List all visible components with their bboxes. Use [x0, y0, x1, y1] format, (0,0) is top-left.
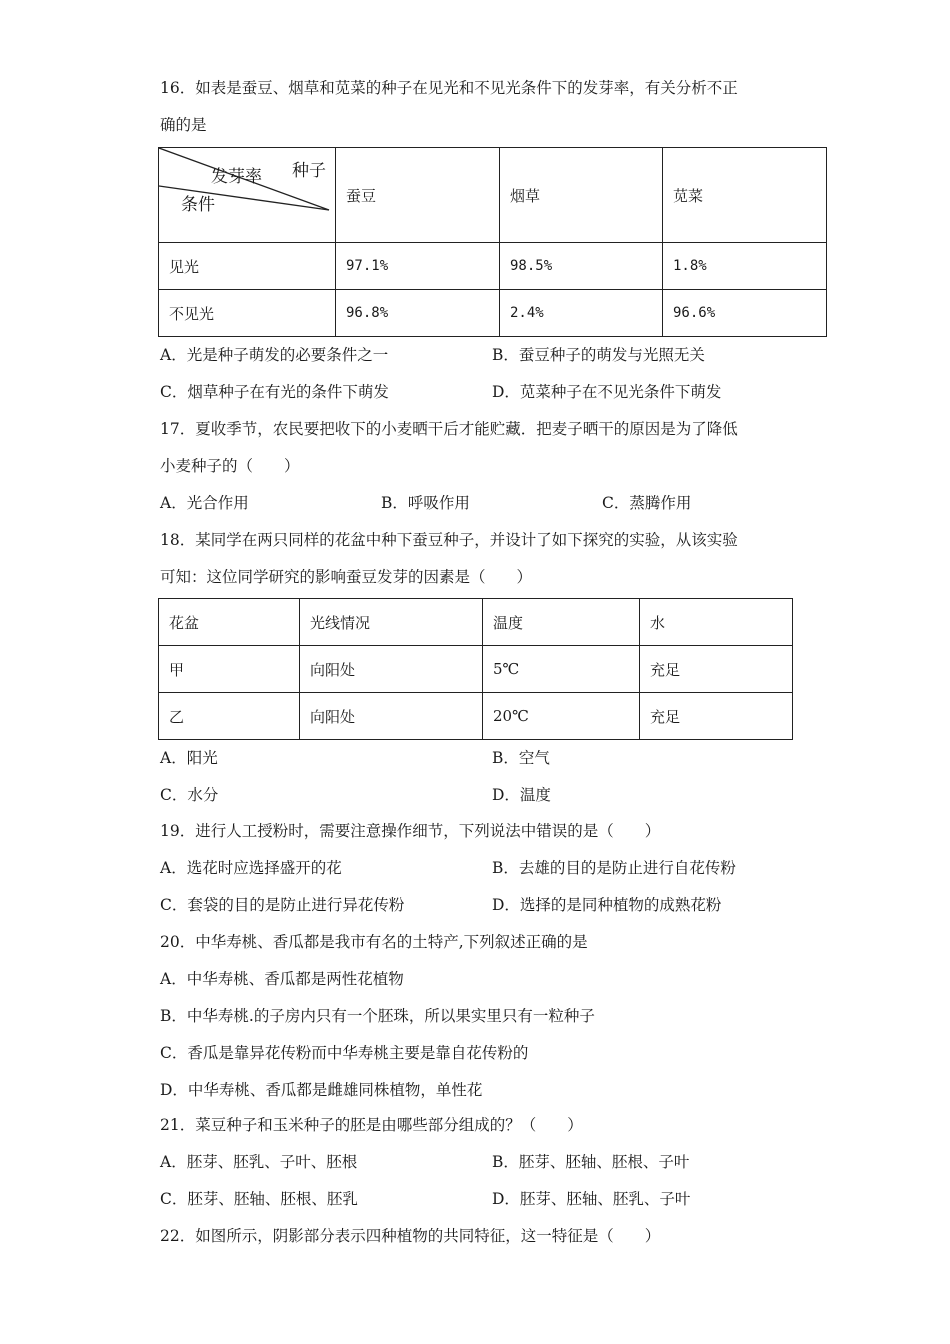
q16-header-tobacco: 烟草 — [500, 148, 663, 243]
q16-option-d: D．苋菜种子在不见光条件下萌发 — [492, 383, 722, 401]
q17-stem-line2: 小麦种子的（ ） — [160, 457, 300, 475]
q18-cell: 向阳处 — [300, 646, 483, 693]
q20-option-c: C．香瓜是靠异花传粉而中华寿桃主要是靠自花传粉的 — [160, 1044, 529, 1062]
q18-stem-line1: 18．某同学在两只同样的花盆中种下蚕豆种子，并设计了如下探究的实验，从该实验 — [160, 531, 738, 549]
q21-option-a: A．胚芽、胚乳、子叶、胚根 — [160, 1153, 358, 1171]
q18-option-b: B．空气 — [492, 749, 550, 767]
q18-cell: 向阳处 — [300, 693, 483, 740]
q18-stem-line2: 可知：这位同学研究的影响蚕豆发芽的因素是（ ） — [160, 568, 533, 586]
q16-row-dark-label: 不见光 — [159, 290, 336, 337]
q17-option-c: C．蒸腾作用 — [602, 494, 692, 512]
q18-cell: 乙 — [159, 693, 300, 740]
q16-diag-label-condition: 条件 — [181, 195, 215, 215]
q18-cell: 甲 — [159, 646, 300, 693]
q16-germination-table — [158, 147, 827, 337]
q16-cell: 97.1% — [336, 243, 500, 290]
q18-header: 花盆 — [159, 599, 300, 646]
q19-option-d: D．选择的是同种植物的成熟花粉 — [492, 896, 722, 914]
q16-cell: 2.4% — [500, 290, 663, 337]
q20-option-d: D．中华寿桃、香瓜都是雌雄同株植物，单性花 — [160, 1081, 483, 1099]
q19-option-b: B．去雄的目的是防止进行自花传粉 — [492, 859, 736, 877]
q19-option-a: A．选花时应选择盛开的花 — [160, 859, 342, 877]
q18-option-d: D．温度 — [492, 786, 551, 804]
q20-option-a: A．中华寿桃、香瓜都是两性花植物 — [160, 970, 404, 988]
q16-option-b: B．蚕豆种子的萌发与光照无关 — [492, 346, 705, 364]
q16-cell: 96.6% — [663, 290, 827, 337]
q16-cell: 1.8% — [663, 243, 827, 290]
q21-stem: 21．菜豆种子和玉米种子的胚是由哪些部分组成的？（ ） — [160, 1116, 583, 1134]
q17-option-b: B．呼吸作用 — [381, 494, 470, 512]
q21-option-c: C．胚芽、胚轴、胚根、胚乳 — [160, 1190, 358, 1208]
q16-option-a: A．光是种子萌发的必要条件之一 — [160, 346, 389, 364]
q17-option-a: A．光合作用 — [160, 494, 249, 512]
q16-diag-label-seed: 种子 — [292, 161, 326, 181]
q18-option-c: C．水分 — [160, 786, 219, 804]
q17-stem-line1: 17．夏收季节，农民要把收下的小麦晒干后才能贮藏．把麦子晒干的原因是为了降低 — [160, 420, 738, 438]
q16-header-broad-bean: 蚕豆 — [336, 148, 500, 243]
q16-diagonal-header-cell — [159, 148, 336, 243]
q16-option-c: C．烟草种子在有光的条件下萌发 — [160, 383, 389, 401]
q21-option-d: D．胚芽、胚轴、胚乳、子叶 — [492, 1190, 691, 1208]
q18-cell: 充足 — [640, 646, 793, 693]
q20-option-b: B．中华寿桃.的子房内只有一个胚珠，所以果实里只有一粒种子 — [160, 1007, 595, 1025]
q22-stem: 22．如图所示，阴影部分表示四种植物的共同特征，这一特征是（ ） — [160, 1227, 661, 1245]
q16-row-light-label: 见光 — [159, 243, 336, 290]
q19-option-c: C．套袋的目的是防止进行异花传粉 — [160, 896, 405, 914]
q16-header-amaranth: 苋菜 — [663, 148, 827, 243]
q21-option-b: B．胚芽、胚轴、胚根、子叶 — [492, 1153, 690, 1171]
q18-header: 温度 — [483, 599, 640, 646]
q19-stem: 19．进行人工授粉时，需要注意操作细节，下列说法中错误的是（ ） — [160, 822, 661, 840]
q18-cell: 充足 — [640, 693, 793, 740]
q16-cell: 96.8% — [336, 290, 500, 337]
q20-stem: 20．中华寿桃、香瓜都是我市有名的土特产,下列叙述正确的是 — [160, 933, 588, 951]
q16-stem-line2: 确的是 — [160, 116, 207, 134]
q18-cell: 20℃ — [483, 693, 640, 740]
q18-cell: 5℃ — [483, 646, 640, 693]
q16-diag-label-rate: 发芽率 — [211, 167, 262, 187]
q16-stem-line1: 16．如表是蚕豆、烟草和苋菜的种子在见光和不见光条件下的发芽率，有关分析不正 — [160, 79, 738, 97]
q16-cell: 98.5% — [500, 243, 663, 290]
q18-header: 水 — [640, 599, 793, 646]
q18-option-a: A．阳光 — [160, 749, 218, 767]
q18-header: 光线情况 — [300, 599, 483, 646]
q18-experiment-table — [158, 598, 793, 740]
